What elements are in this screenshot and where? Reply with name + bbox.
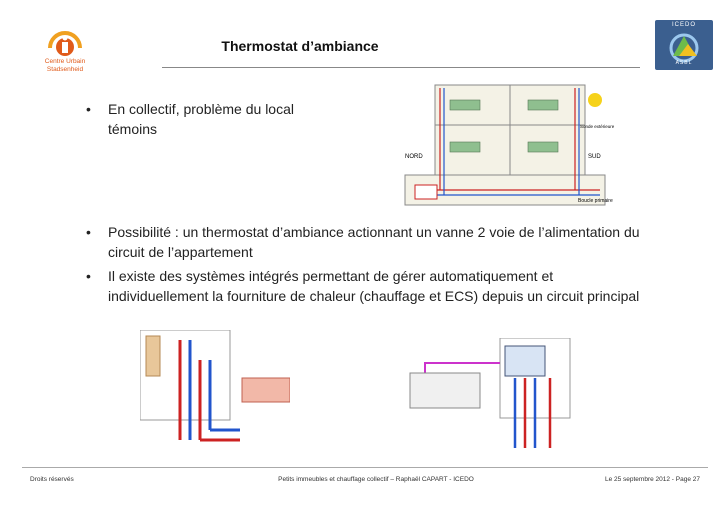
bullet-dot: • bbox=[86, 101, 91, 117]
slide-title: Thermostat d’ambiance bbox=[221, 38, 379, 54]
icedo-asbl: ASBL bbox=[675, 60, 693, 66]
title-divider bbox=[162, 67, 640, 68]
icedo-wordmark: ICEDO bbox=[671, 22, 696, 28]
footer-divider bbox=[22, 467, 708, 468]
label-nord: NORD bbox=[405, 154, 423, 160]
logo-caption: Centre Urbain Stadsenheid bbox=[44, 58, 86, 73]
footer-date-page: Le 25 septembre 2012 - Page 27 bbox=[604, 476, 700, 483]
bullet-dot: • bbox=[86, 268, 91, 284]
bullet-item bbox=[86, 222, 646, 266]
footer-rights: Droits réservés bbox=[30, 476, 74, 483]
label-sud: SUD bbox=[588, 154, 601, 160]
heating-unit-floor-diagram bbox=[405, 338, 585, 458]
label-sonde: Sonde extérieure bbox=[580, 124, 615, 129]
footer-course-title: Petits immeubles et chauffage collectif – Raphaël CAPART - ICEDO bbox=[278, 476, 474, 483]
sun-icon bbox=[588, 93, 602, 107]
bullet-item bbox=[86, 266, 656, 332]
bullet-dot: • bbox=[86, 224, 91, 240]
bullet-text: Possibilité : un thermostat d’ambiance actionnant un vanne 2 voie de l’alimentation du circuit de l’appartement bbox=[108, 224, 640, 260]
building-heating-diagram bbox=[400, 80, 615, 210]
label-boucle: Boucle primaire bbox=[578, 198, 613, 204]
heating-unit-radiator-diagram bbox=[140, 330, 290, 458]
floor-heating-icon bbox=[410, 373, 480, 408]
bullet-item bbox=[86, 99, 306, 143]
radiator-icon bbox=[242, 378, 290, 402]
bullet-text: En collectif, problème du local témoins bbox=[108, 101, 294, 137]
bullet-text: Il existe des systèmes intégrés permettant de gérer automatiquement et individuellement la fourniture de chaleur (chauffage et ECS) depuis un circuit principal bbox=[108, 268, 640, 304]
